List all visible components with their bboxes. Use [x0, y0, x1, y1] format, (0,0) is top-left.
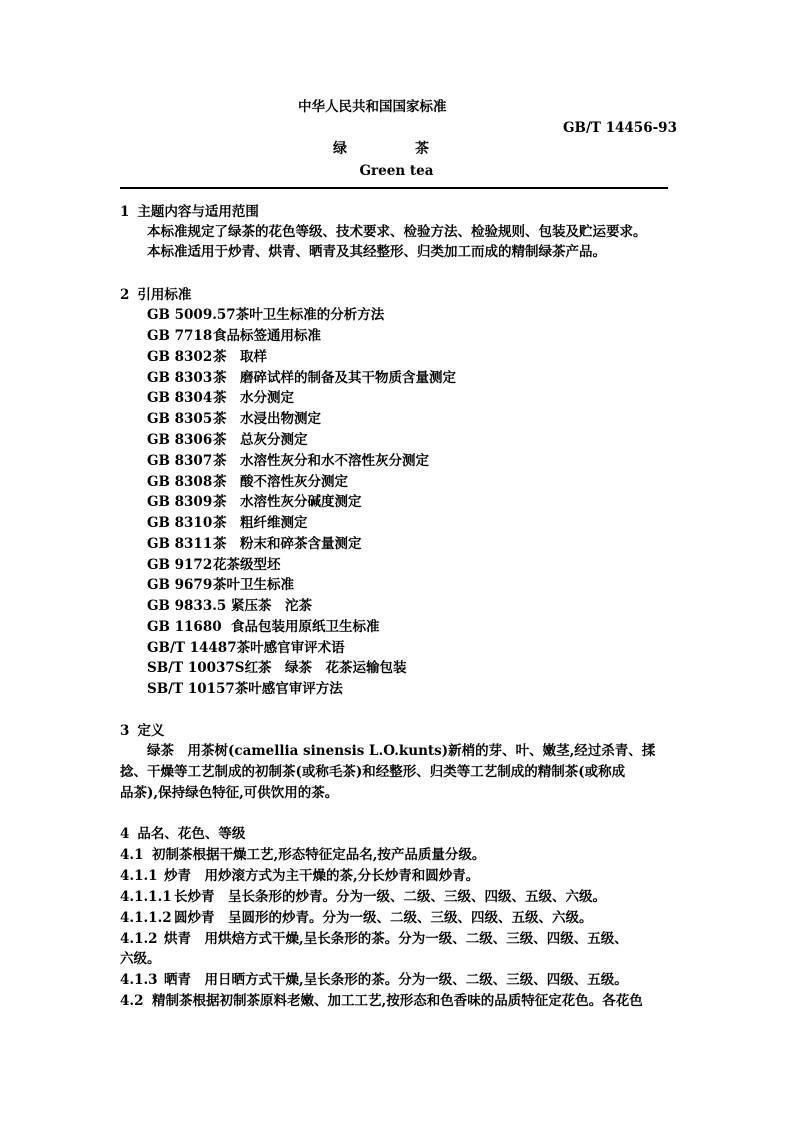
reference-item	[147, 389, 294, 407]
definition-line-1: 绿茶 用茶树(camellia sinensis L.O.kunts)新梢的芽、叶、嫩茎,经过杀青、揉	[147, 743, 656, 759]
section-2-heading	[120, 286, 191, 304]
reference-item	[147, 431, 308, 449]
reference-name: 茶叶卫生标准的分析方法	[235, 307, 385, 323]
reference-code: GB 8311	[147, 536, 213, 552]
reference-code: GB/T 14487	[147, 640, 237, 656]
reference-item	[147, 597, 312, 615]
reference-item	[147, 369, 456, 387]
reference-code: GB 8309	[147, 494, 213, 510]
reference-name: 食品包装用原纸卫生标准	[231, 619, 380, 635]
section-number: 2	[120, 287, 130, 303]
definition-line-2: 捻、干燥等工艺制成的初制茶(或称毛茶)和经整形、归类等工艺制成的精制茶(或称成	[120, 764, 626, 780]
reference-name: 茶 水分测定	[213, 390, 294, 406]
clause-number: 4.1	[120, 847, 144, 863]
reference-item	[147, 556, 281, 574]
reference-name: 茶 水浸出物测定	[213, 411, 321, 427]
section-title: 品名、花色、等级	[137, 826, 246, 842]
section-1-paragraph-2: 本标准适用于炒青、烘青、晒青及其经整形、归类加工而成的精制绿茶产品。	[147, 244, 606, 260]
clause-number: 4.1.1.1	[120, 889, 172, 905]
reference-item	[147, 514, 308, 532]
reference-item	[147, 576, 294, 594]
reference-item	[147, 659, 407, 677]
reference-code: GB 8303	[147, 370, 213, 386]
reference-name: 茶 粉末和碎茶含量测定	[213, 536, 362, 552]
reference-code: GB 5009.57	[147, 307, 236, 323]
reference-item	[147, 639, 345, 657]
reference-name: 茶 取样	[213, 349, 267, 365]
clause-number: 4.1.2	[120, 931, 158, 947]
reference-name: 茶 粗纤维测定	[213, 515, 308, 531]
reference-code: GB 8305	[147, 411, 213, 427]
definition-line-3: 品茶),保持绿色特征,可供饮用的茶。	[120, 785, 339, 801]
reference-item	[147, 535, 362, 553]
clause-text: 烘青 用烘焙方式干燥,呈长条形的茶。分为一级、二级、三级、四级、五级、	[164, 931, 628, 947]
reference-item	[147, 473, 348, 491]
reference-item	[147, 452, 429, 470]
reference-code: GB 11680	[147, 619, 222, 635]
section-title: 引用标准	[137, 287, 192, 303]
reference-item	[147, 493, 362, 511]
clause-text: 初制茶根据干燥工艺,形态特征定品名,按产品质量分级。	[152, 847, 486, 863]
reference-code: GB 8307	[147, 453, 213, 469]
section-number: 4	[120, 826, 130, 842]
section-4-heading	[120, 825, 245, 843]
reference-name: 紧压茶 沱茶	[231, 598, 312, 614]
standard-org-title: 中华人民共和国国家标准	[298, 99, 447, 115]
title-cn-char-2: 茶	[415, 141, 429, 157]
section-number: 3	[120, 723, 130, 739]
clause-item	[120, 992, 643, 1010]
clause-item	[120, 971, 628, 989]
reference-name: 茶 总灰分测定	[213, 432, 308, 448]
clause-text: 炒青 用炒滚方式为主干燥的茶,分长炒青和圆炒青。	[164, 868, 480, 884]
clause-number: 4.1.1	[120, 868, 158, 884]
reference-code: GB 9172	[147, 557, 213, 573]
reference-name: 茶 水溶性灰分和水不溶性灰分测定	[213, 453, 429, 469]
reference-code: GB 7718	[147, 328, 213, 344]
clause-text: 长炒青 呈长条形的炒青。分为一级、二级、三级、四级、五级、六级。	[174, 889, 606, 905]
reference-code: SB/T 10037S	[147, 660, 245, 676]
reference-item	[147, 306, 384, 324]
clause-item	[120, 867, 479, 885]
clause-text: 晒青 用日晒方式干燥,呈长条形的茶。分为一级、二级、三级、四级、五级。	[164, 972, 628, 988]
title-cn-char-1: 绿	[333, 141, 347, 157]
header-divider	[120, 187, 668, 189]
reference-code: SB/T 10157	[147, 681, 235, 697]
reference-name: 食品标签通用标准	[213, 328, 321, 344]
reference-name: 茶 酸不溶性灰分测定	[213, 474, 348, 490]
clause-item	[120, 909, 593, 927]
clause-item	[120, 930, 628, 948]
reference-item	[147, 618, 380, 636]
reference-code: GB 8306	[147, 432, 213, 448]
reference-name: 红茶 绿茶 花茶运输包装	[244, 660, 407, 676]
section-1-heading	[120, 203, 259, 221]
standard-code: GB/T 14456-93	[563, 120, 677, 136]
reference-code: GB 9679	[147, 577, 213, 593]
reference-name: 茶叶卫生标准	[213, 577, 294, 593]
title-en: Green tea	[359, 163, 434, 179]
reference-code: GB 9833.5	[147, 598, 227, 614]
clause-number: 4.1.3	[120, 972, 158, 988]
section-title: 主题内容与适用范围	[137, 204, 259, 220]
section-title: 定义	[137, 723, 165, 739]
reference-code: GB 8302	[147, 349, 213, 365]
reference-item	[147, 327, 321, 345]
clause-text: 圆炒青 呈圆形的炒青。分为一级、二级、三级、四级、五级、六级。	[174, 910, 593, 926]
reference-code: GB 8308	[147, 474, 213, 490]
clause-text: 精制茶根据初制茶原料老嫩、加工工艺,按形态和色香味的品质特征定花色。各花色	[152, 993, 643, 1009]
reference-name: 茶叶感官审评术语	[236, 640, 345, 656]
reference-name: 茶 水溶性灰分碱度测定	[213, 494, 362, 510]
reference-name: 茶叶感官审评方法	[234, 681, 343, 697]
clause-item	[120, 888, 606, 906]
reference-code: GB 8304	[147, 390, 213, 406]
reference-name: 花茶级型坯	[213, 557, 281, 573]
clause-item	[120, 846, 485, 864]
clause-number: 4.2	[120, 993, 144, 1009]
section-3-heading	[120, 722, 164, 740]
reference-name: 茶 磨碎试样的制备及其干物质含量测定	[213, 370, 456, 386]
section-number: 1	[120, 204, 130, 220]
clause-item	[120, 950, 161, 968]
reference-code: GB 8310	[147, 515, 213, 531]
reference-item	[147, 680, 343, 698]
clause-text: 六级。	[120, 951, 161, 967]
section-1-paragraph-1: 本标准规定了绿茶的花色等级、技术要求、检验方法、检验规则、包装及贮运要求。	[147, 224, 647, 240]
reference-item	[147, 410, 321, 428]
clause-number: 4.1.1.2	[120, 910, 172, 926]
reference-item	[147, 348, 267, 366]
